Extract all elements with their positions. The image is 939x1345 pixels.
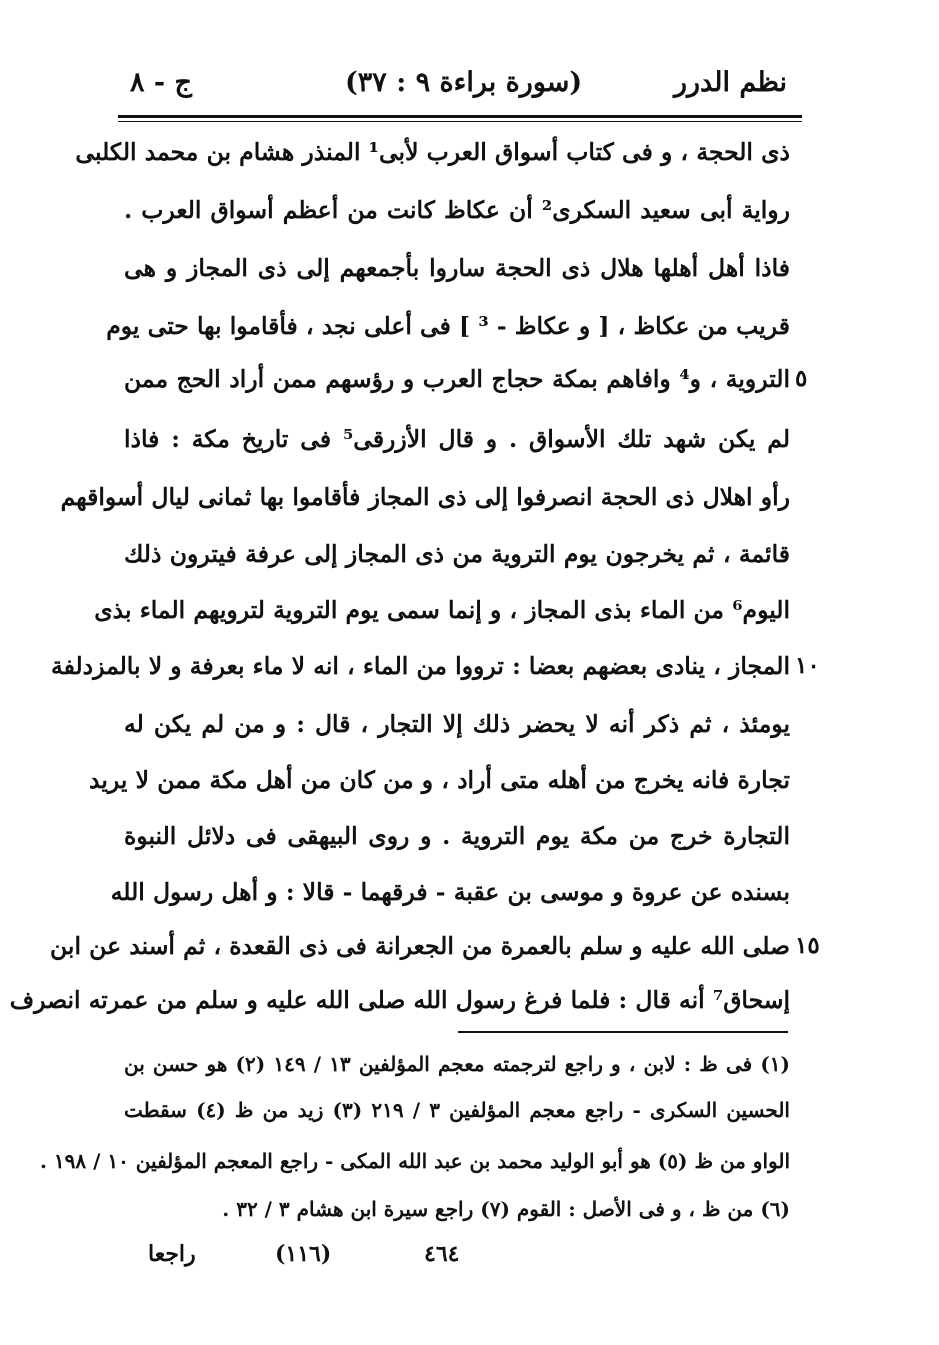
running-title: نظم الدرر xyxy=(673,67,787,98)
footnote-line: الواو من ظ (٥) هو أبو الوليد محمد بن عبد الله المكى - راجع المعجم المؤلفين ١٠ / ١٩٨ . xyxy=(39,1149,790,1173)
header-rule xyxy=(118,115,802,118)
text-line: رواية أبى سعيد السكرى² أن عكاظ كانت من أعظم أسواق العرب . xyxy=(124,196,790,224)
text-line: فاذا أهل أهلها هلال ذى الحجة ساروا بأجمعهم إلى ذى المجاز و هى xyxy=(124,254,790,282)
line-number: ٥ xyxy=(795,365,808,392)
catchword: راجعا xyxy=(148,1241,196,1267)
surah-reference: (سورة براءة ٩ : ٣٧) xyxy=(345,67,583,98)
manuscript-page: (١١٦) xyxy=(275,1241,332,1267)
volume-label: ج - ٨ xyxy=(130,67,192,98)
page-number: ٤٦٤ xyxy=(424,1241,460,1267)
text-line: قائمة ، ثم يخرجون يوم التروية من ذى المجاز إلى عرفة فيترون ذلك xyxy=(124,540,790,568)
text-line: ذى الحجة ، و فى كتاب أسواق العرب لأبى¹ المنذر هشام بن محمد الكلبى xyxy=(75,138,790,166)
text-line: قريب من عكاظ ، [ و عكاظ - ³ ] فى أعلى نجد ، فأقاموا بها حتى يوم xyxy=(106,312,790,340)
text-line: لم يكن شهد تلك الأسواق . و قال الأزرقى⁵ فى تاريخ مكة : فاذا xyxy=(124,425,790,453)
footnote-rule xyxy=(458,1031,788,1033)
text-line: التجارة خرج من مكة يوم التروية . و روى البيهقى فى دلائل النبوة xyxy=(124,822,790,850)
line-number: ١٠ xyxy=(795,652,820,679)
header-rule-thin xyxy=(118,121,802,122)
footnote-line: (١) فى ظ : لابن ، و راجع لترجمته معجم المؤلفين ١٣ / ١٤٩ (٢) هو حسن بن xyxy=(124,1052,790,1076)
text-line: يومئذ ، ثم ذكر أنه لا يحضر ذلك إلا التجار ، قال : و من لم يكن له xyxy=(124,710,790,738)
footnote-line: الحسين السكرى - راجع معجم المؤلفين ٣ / ٢١٩ (٣) زيد من ظ (٤) سقطت xyxy=(124,1098,790,1122)
text-line: المجاز ، ينادى بعضهم بعضا : ترووا من الماء ، انه لا ماء بعرفة و لا بالمزدلفة xyxy=(50,652,790,680)
text-line: التروية ، و⁴ وافاهم بمكة حجاج العرب و رؤسهم ممن أراد الحج ممن xyxy=(124,365,790,393)
text-line: تجارة فانه يخرج من أهله متى أراد ، و من كان من أهل مكة ممن لا يريد xyxy=(89,766,790,794)
text-line: إسحاق⁷ أنه قال : فلما فرغ رسول الله صلى الله عليه و سلم من عمرته انصرف xyxy=(9,986,790,1014)
text-line: اليوم⁶ من الماء بذى المجاز ، و إنما سمى يوم التروية لترويهم الماء بذى xyxy=(94,596,790,624)
text-line: بسنده عن عروة و موسى بن عقبة - فرقهما - قالا : و أهل رسول الله xyxy=(110,878,790,906)
footnote-line: (٦) من ظ ، و فى الأصل : القوم (٧) راجع سيرة ابن هشام ٣ / ٣٢ . xyxy=(222,1197,790,1221)
text-line: صلى الله عليه و سلم بالعمرة من الجعرانة فى ذى القعدة ، ثم أسند عن ابن xyxy=(50,932,790,960)
text-line: رأو اهلال ذى الحجة انصرفوا إلى ذى المجاز فأقاموا بها ثمانى ليال أسواقهم xyxy=(60,483,790,511)
line-number: ١٥ xyxy=(795,932,820,959)
